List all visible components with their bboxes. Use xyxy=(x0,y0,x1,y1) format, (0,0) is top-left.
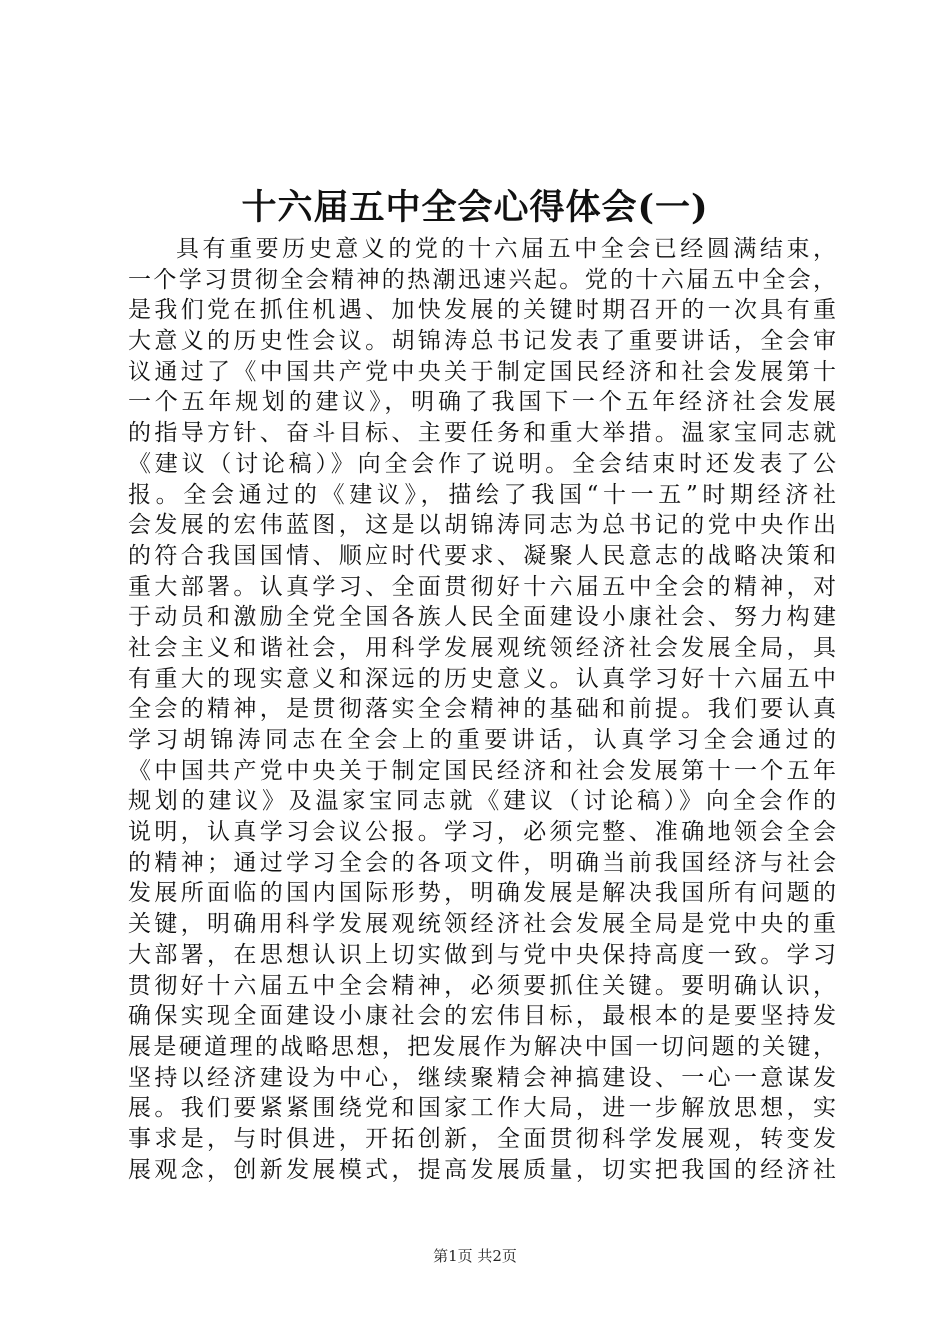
body-line: 说明，认真学习会议公报。学习，必须完整、准确地领会全会 xyxy=(128,819,836,846)
page-number-footer: 第1页 共2页 xyxy=(433,1247,517,1265)
body-line: 社会主义和谐社会，用科学发展观统领经济社会发展全局，具 xyxy=(128,634,836,661)
body-line: 具有重要历史意义的党的十六届五中全会已经圆满结束， xyxy=(176,236,836,262)
body-line: 确保实现全面建设小康社会的宏伟目标，最根本的是要坚持发 xyxy=(128,1003,836,1030)
body-line: 议通过了《中国共产党中央关于制定国民经济和社会发展第十 xyxy=(128,358,836,385)
document-body xyxy=(128,234,836,1185)
body-line: 的精神；通过学习全会的各项文件，明确当前我国经济与社会 xyxy=(128,849,836,876)
body-line: 规划的建议》及温家宝同志就《建议（讨论稿）》向全会作的 xyxy=(128,788,836,815)
body-line: 一个五年规划的建议》，明确了我国下一个五年经济社会发展 xyxy=(128,389,836,416)
body-line: 的指导方针、奋斗目标、主要任务和重大举措。温家宝同志就 xyxy=(128,420,836,447)
body-line: 《建议（讨论稿）》向全会作了说明。全会结束时还发表了公 xyxy=(128,450,836,477)
body-line: 关键，明确用科学发展观统领经济社会发展全局是党中央的重 xyxy=(128,911,836,938)
body-line: 发展所面临的国内国际形势，明确发展是解决我国所有问题的 xyxy=(128,880,836,907)
body-line: 会发展的宏伟蓝图，这是以胡锦涛同志为总书记的党中央作出 xyxy=(128,512,836,539)
document-title: 十六届五中全会心得体会(一) xyxy=(241,187,709,228)
body-line: 贯彻好十六届五中全会精神，必须要抓住关键。要明确认识， xyxy=(128,972,836,999)
body-line: 于动员和激励全党全国各族人民全面建设小康社会、努力构建 xyxy=(128,604,836,631)
body-line: 重大部署。认真学习、全面贯彻好十六届五中全会的精神，对 xyxy=(128,573,836,600)
body-line: 大部署，在思想认识上切实做到与党中央保持高度一致。学习 xyxy=(128,941,836,968)
body-line: 报。全会通过的《建议》，描绘了我国“十一五”时期经济社 xyxy=(128,481,836,508)
body-line: 有重大的现实意义和深远的历史意义。认真学习好十六届五中 xyxy=(128,665,836,692)
body-line: 展观念，创新发展模式，提高发展质量，切实把我国的经济社 xyxy=(128,1156,836,1183)
body-line: 事求是，与时俱进，开拓创新，全面贯彻科学发展观，转变发 xyxy=(128,1125,836,1152)
body-line: 的符合我国国情、顺应时代要求、凝聚人民意志的战略决策和 xyxy=(128,542,836,569)
body-line: 展是硬道理的战略思想，把发展作为解决中国一切问题的关键， xyxy=(128,1033,836,1060)
body-line: 《中国共产党中央关于制定国民经济和社会发展第十一个五年 xyxy=(128,757,836,784)
body-line: 是我们党在抓住机遇、加快发展的关键时期召开的一次具有重 xyxy=(128,297,836,324)
body-line: 坚持以经济建设为中心，继续聚精会神搞建设、一心一意谋发 xyxy=(128,1064,836,1091)
body-line: 全会的精神，是贯彻落实全会精神的基础和前提。我们要认真 xyxy=(128,696,836,723)
body-line: 大意义的历史性会议。胡锦涛总书记发表了重要讲话，全会审 xyxy=(128,328,836,355)
body-line: 学习胡锦涛同志在全会上的重要讲话，认真学习全会通过的 xyxy=(128,727,836,753)
body-line: 展。我们要紧紧围绕党和国家工作大局，进一步解放思想，实 xyxy=(128,1095,836,1122)
body-line: 一个学习贯彻全会精神的热潮迅速兴起。党的十六届五中全会， xyxy=(128,266,836,293)
